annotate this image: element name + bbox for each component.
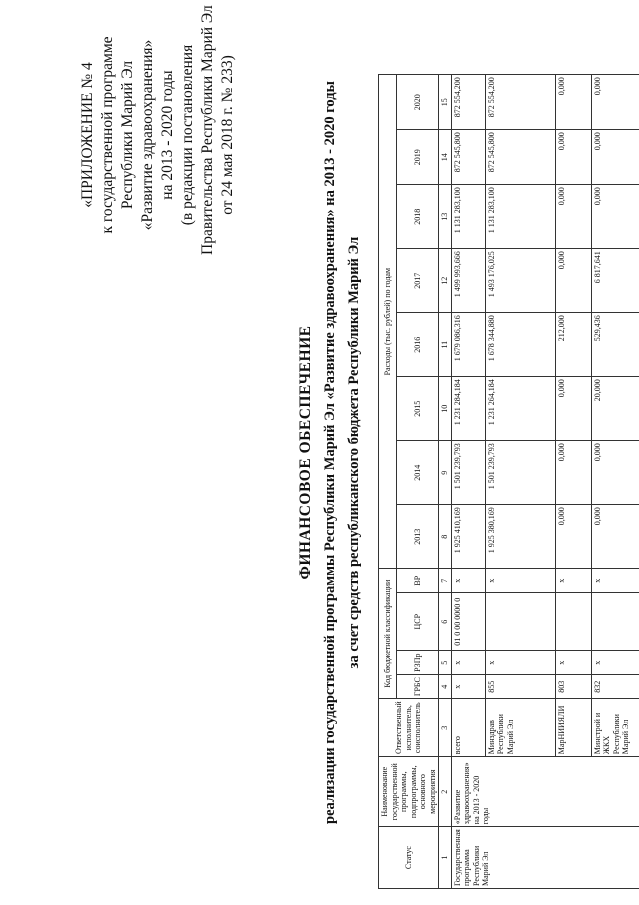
header-year: 2018 [397,185,439,249]
column-number: 14 [439,130,452,185]
value-cell: 872 545,800 [451,130,485,185]
column-number: 7 [439,569,452,593]
column-number: 10 [439,377,452,441]
column-number: 2 [439,757,452,827]
appendix-line: (в редакции постановления [179,44,196,226]
value-cell: 212,000 [555,313,591,377]
column-number: 15 [439,75,452,130]
vr-cell: х [555,569,591,593]
value-cell: 6 817,641 [591,249,639,313]
header-year: 2014 [397,441,439,505]
column-number: 9 [439,441,452,505]
value-cell: 0,000 [591,75,639,130]
value-cell: 0,000 [555,377,591,441]
grbs-cell: 832 [591,675,639,699]
header-csr: ЦСР [397,593,439,651]
header-year: 2019 [397,130,439,185]
column-number: 11 [439,313,452,377]
column-number: 13 [439,185,452,249]
value-cell: 1 499 993,666 [451,249,485,313]
value-cell: 1 231 264,184 [485,377,555,441]
status-cell: Государственная программа Республики Марий Эл [451,827,639,889]
value-cell: 1 501 239,793 [485,441,555,505]
header-expenses: Расходы (тыс. рублей) по годам [379,75,397,569]
header-grbs: ГРБС [397,675,439,699]
executor-cell: всего [451,699,485,757]
value-cell: 872 554,200 [485,75,555,130]
csr-cell [485,593,555,651]
value-cell: 1 131 283,100 [485,185,555,249]
appendix-line: от 24 мая 2018 г. № 233) [219,55,236,215]
appendix-line: «ПРИЛОЖЕНИЕ № 4 [79,62,96,208]
appendix-note [78,5,238,255]
appendix-line: на 2013 - 2020 годы [159,70,176,200]
value-cell: 0,000 [555,185,591,249]
appendix-line: Правительства Республики Марий Эл [199,5,216,255]
executor-cell: Минстрой и ЖКХ Республики Марий Эл [591,699,639,757]
value-cell: 0,000 [591,505,639,569]
program-name-cell: «Развитие здравоохранения» на 2013 - 2020 годы [451,757,639,827]
value-cell: 1 231 284,184 [451,377,485,441]
appendix-line: «Развитие здравоохранения» [139,39,156,231]
header-budget-code: Код бюджетной классификации [379,569,397,699]
csr-cell [591,593,639,651]
value-cell: 1 925 380,169 [485,505,555,569]
value-cell: 0,000 [555,130,591,185]
value-cell: 0,000 [555,249,591,313]
value-cell: 1 678 344,880 [485,313,555,377]
value-cell: 1 501 239,793 [451,441,485,505]
rzpr-cell: х [485,651,555,675]
vr-cell: х [591,569,639,593]
value-cell: 0,000 [591,441,639,505]
csr-cell [555,593,591,651]
rzpr-cell: х [591,651,639,675]
document-title: ФИНАНСОВОЕ ОБЕСПЕЧЕНИЕ [297,325,314,580]
document-subtitle: реализации государственной программы Республики Марий Эл «Развитие здравоохранения» на 2013 - 2020 годы [322,81,338,824]
csr-cell: 01 0 00 0000 0 [451,593,485,651]
funding-table [378,74,639,889]
executor-cell: МарНИИЯЛИ [555,699,591,757]
appendix-line: Республики Марий Эл [119,60,136,210]
appendix-line: к государственной программе [99,36,116,234]
rzpr-cell: х [451,651,485,675]
value-cell: 529,436 [591,313,639,377]
value-cell: 1 131 283,100 [451,185,485,249]
header-status: Статус [379,827,439,889]
header-year: 2020 [397,75,439,130]
value-cell: 0,000 [555,505,591,569]
value-cell: 0,000 [591,185,639,249]
document-subtitle-2: за счет средств республиканского бюджета Республики Марий Эл [346,236,362,669]
column-number: 1 [439,827,452,889]
grbs-cell: 803 [555,675,591,699]
column-number: 8 [439,505,452,569]
column-number: 6 [439,593,452,651]
value-cell: 0,000 [555,441,591,505]
value-cell: 0,000 [591,130,639,185]
column-number: 4 [439,675,452,699]
header-year: 2016 [397,313,439,377]
column-number: 3 [439,699,452,757]
value-cell: 872 554,200 [451,75,485,130]
grbs-cell: х [451,675,485,699]
column-number: 5 [439,651,452,675]
table-row [451,75,485,889]
grbs-cell: 855 [485,675,555,699]
column-number: 12 [439,249,452,313]
value-cell: 20,000 [591,377,639,441]
value-cell: 872 545,800 [485,130,555,185]
header-year: 2013 [397,505,439,569]
value-cell: 1 493 176,025 [485,249,555,313]
vr-cell: х [485,569,555,593]
column-number-row [439,75,452,889]
header-name: Наименование государственной программы, подпрограммы, основного мероприятия [379,757,439,827]
header-year: 2017 [397,249,439,313]
value-cell: 1 925 410,169 [451,505,485,569]
rzpr-cell: х [555,651,591,675]
value-cell: 1 679 086,316 [451,313,485,377]
vr-cell: х [451,569,485,593]
header-year: 2015 [397,377,439,441]
header-rzpr: РЗПр [397,651,439,675]
value-cell: 0,000 [555,75,591,130]
header-vr: ВР [397,569,439,593]
executor-cell: Минздрав Республики Марий Эл [485,699,555,757]
header-executor: Ответственный исполнитель, соисполнитель [379,699,439,757]
